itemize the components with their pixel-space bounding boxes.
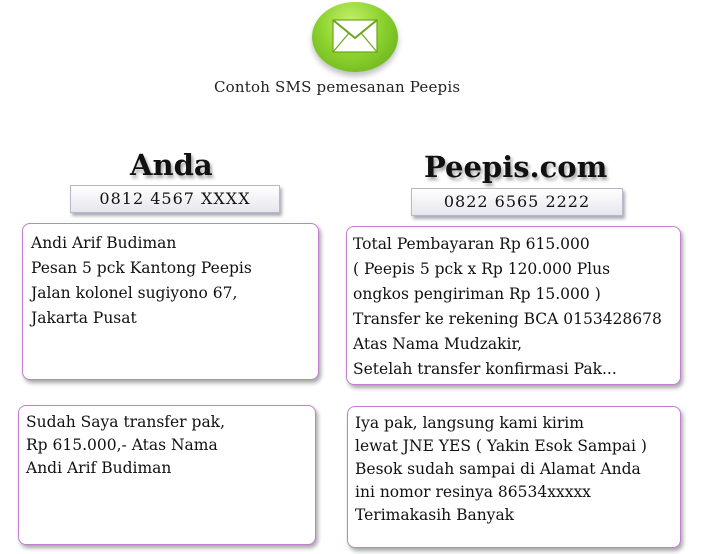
- message-line: Setelah transfer konfirmasi Pak...: [353, 360, 617, 378]
- message-line: Sudah Saya transfer pak,: [26, 413, 226, 431]
- message-line: Andi Arif Budiman: [31, 234, 177, 252]
- message-line: Rp 615.000,- Atas Nama: [26, 436, 218, 454]
- envelope-icon: [312, 2, 398, 72]
- message-line: Andi Arif Budiman: [26, 459, 172, 477]
- message-line: ini nomor resinya 86534xxxxx: [355, 483, 591, 501]
- message-line: Transfer ke rekening BCA 0153428678: [353, 310, 662, 328]
- message-line: Total Pembayaran Rp 615.000: [353, 235, 590, 253]
- sms-reply-from-peepis: [346, 226, 681, 385]
- sender-phone: 0812 4567 XXXX: [70, 185, 280, 213]
- envelope-glyph: [332, 19, 378, 53]
- message-line: lewat JNE YES ( Yakin Esok Sampai ): [355, 437, 647, 455]
- message-line: ( Peepis 5 pck x Rp 120.000 Plus: [353, 260, 611, 278]
- sender-name: Anda: [130, 148, 213, 182]
- message-line: Besok sudah sampai di Alamat Anda: [355, 460, 641, 478]
- message-line: Pesan 5 pck Kantong Peepis: [31, 259, 252, 277]
- sms-confirm-from-anda: [18, 405, 316, 545]
- message-line: Jalan kolonel sugiyono 67,: [31, 284, 238, 302]
- page-caption: Contoh SMS pemesanan Peepis: [214, 78, 461, 96]
- receiver-phone: 0822 6565 2222: [411, 188, 623, 216]
- sms-order-from-anda: [22, 223, 319, 380]
- receiver-name: Peepis.com: [424, 150, 608, 184]
- message-line: Jakarta Pusat: [31, 309, 137, 327]
- message-line: Terimakasih Banyak: [355, 506, 515, 524]
- message-line: Atas Nama Mudzakir,: [353, 335, 523, 353]
- message-line: Iya pak, langsung kami kirim: [355, 414, 584, 432]
- sms-final-from-peepis: [347, 406, 681, 548]
- message-line: ongkos pengiriman Rp 15.000 ): [353, 285, 601, 303]
